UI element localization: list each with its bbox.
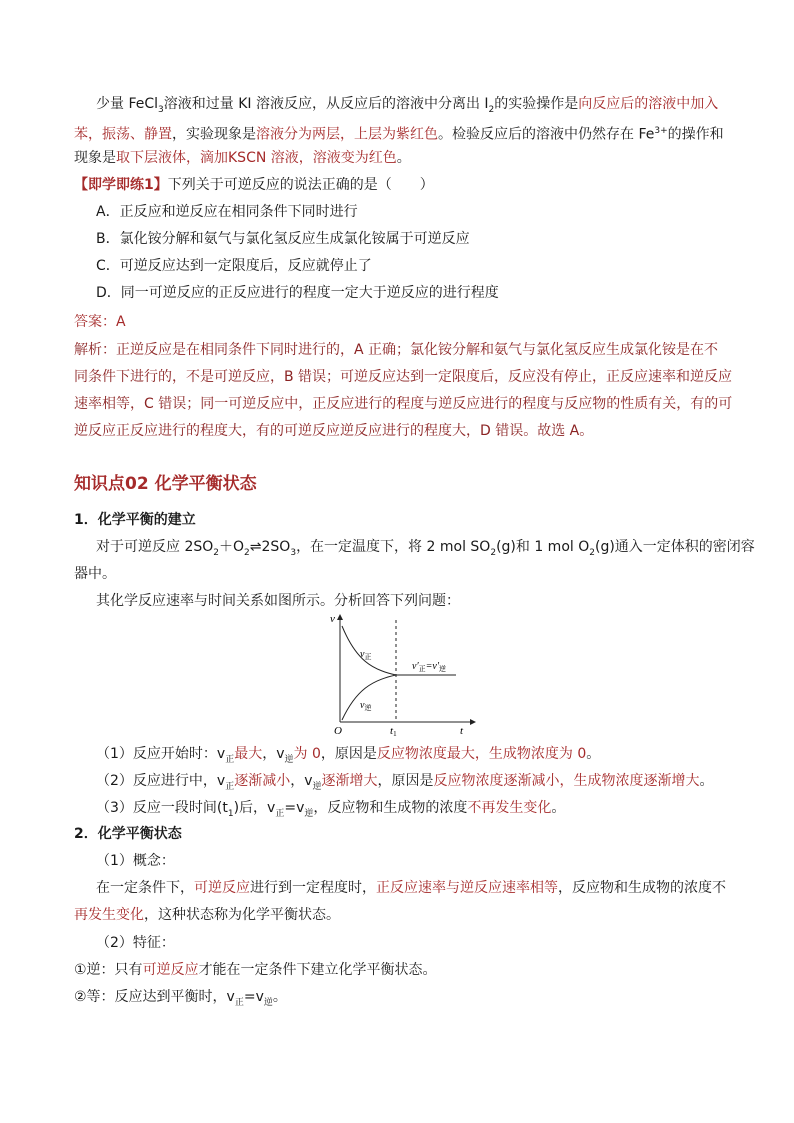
text: ，反应物和生成物的浓度: [313, 800, 468, 816]
para-1-line-1: [96, 537, 756, 563]
subscript: 3: [290, 547, 297, 558]
subscript: 正: [225, 754, 235, 765]
text: ，原因是: [377, 773, 434, 789]
x-axis-label: t: [460, 725, 464, 737]
subscript: 2: [244, 547, 250, 558]
text: 。: [396, 150, 411, 166]
question-3: [96, 798, 756, 824]
text: 。: [272, 989, 287, 1005]
text: （3）反应一段时间(t: [96, 800, 228, 816]
para-2: 其化学反应速率与时间关系如图所示。分析回答下列问题：: [96, 593, 460, 609]
option-c: C．可逆反应达到一定限度后，反应就停止了: [96, 258, 372, 274]
origin-label: O: [334, 725, 342, 737]
concept-line-2: [74, 905, 734, 925]
answer-text: 最大: [234, 746, 263, 762]
subscript: 正: [275, 808, 285, 819]
answer-text: 可逆反应: [142, 962, 199, 978]
answer-text: 反应物浓度逐渐减小，生成物浓度逐渐增大: [433, 773, 700, 789]
question-text: 下列关于可逆反应的说法正确的是（ ）: [167, 177, 434, 193]
answer-text: 反应物浓度最大，生成物浓度为 0: [376, 746, 587, 762]
superscript: 3+: [654, 126, 668, 136]
answer-text: 溶液分为两层，上层为紫红色: [256, 126, 438, 143]
feature-2: [74, 987, 734, 1013]
analysis-line-4: 逆反应正反应进行的程度大，有的可逆反应逆反应进行的程度大，D 错误。故选 A。: [74, 423, 594, 439]
text: 。: [551, 800, 566, 816]
section-title: 知识点02 化学平衡状态: [74, 474, 257, 494]
text: ，在一定温度下，将 2 mol SO: [296, 539, 491, 555]
reverse-rate-curve: [342, 675, 396, 720]
subscript: 正: [234, 997, 244, 1008]
text: 在一定条件下，: [96, 880, 194, 896]
subscript: 2: [589, 547, 595, 558]
subscript: 2: [490, 547, 497, 558]
text: =v: [243, 989, 264, 1005]
practice-tag: 【即学即练1】: [74, 177, 168, 193]
subscript: 1: [227, 808, 234, 819]
subscript: 2: [213, 547, 219, 558]
question-1: [96, 744, 756, 770]
equilibrium-arrow: ⇌: [249, 539, 262, 555]
subscript: 正: [225, 781, 235, 792]
answer-text: 逐渐减小: [234, 773, 291, 789]
y-axis-label: v: [330, 613, 335, 625]
text: 进行到一定程度时，: [250, 880, 376, 896]
t1-label: t1: [390, 725, 397, 738]
answer-text: 不再发生变化: [467, 800, 552, 816]
answer-text: 向反应后的溶液中加入: [578, 96, 719, 112]
intro-line-1: [96, 94, 756, 120]
text: （2）反应进行中，v: [96, 773, 226, 789]
subsection-1-title: 1．化学平衡的建立: [74, 512, 196, 528]
feature-label: （2）特征：: [96, 935, 175, 951]
text: 。: [586, 746, 601, 762]
option-b: B．氯化铵分解和氨气与氯化氢反应生成氯化铵属于可逆反应: [96, 231, 470, 247]
concept-label: （1）概念：: [96, 853, 175, 869]
text: (g)和 1 mol O: [496, 539, 590, 555]
text: 。检验反应后的溶液中仍然存在 Fe: [438, 126, 655, 143]
text: ，原因是: [320, 746, 377, 762]
subscript: 逆: [263, 997, 273, 1008]
answer-text: 可逆反应: [194, 880, 250, 896]
text: 的实验操作是: [494, 96, 579, 112]
answer-text: 苯，振荡、静置: [74, 126, 172, 143]
para-1-line-2: 器中。: [74, 566, 116, 582]
text: （1）反应开始时：v: [96, 746, 226, 762]
subscript: 逆: [312, 781, 322, 792]
text: 对于可逆反应 2SO: [96, 539, 214, 555]
text: ＋O: [219, 539, 245, 555]
v-reverse-label: $v_逆$: [360, 700, 372, 712]
answer-text: 再发生变化: [74, 907, 144, 923]
text: 少量 FeCl: [96, 96, 159, 112]
text: 的操作和: [667, 126, 724, 143]
x-axis-arrow: [470, 719, 476, 725]
answer-text: 正反应速率与逆反应速率相等: [376, 880, 558, 896]
text: (g)通入一定体积的密闭容: [594, 539, 755, 555]
feature-1: [74, 960, 734, 980]
subscript: 3: [158, 104, 164, 115]
answer: 答案：A: [74, 314, 126, 330]
analysis-line-3: 速率相等，C 错误；同一可逆反应中，正反应进行的程度与逆反应进行的程度与反应物的性质有关，有的可: [74, 396, 733, 412]
intro-line-2: [74, 121, 734, 145]
subscript: 逆: [304, 808, 314, 819]
option-d: D．同一可逆反应的正反应进行的程度一定大于逆反应的进行程度: [96, 285, 499, 301]
subscript: 逆: [284, 754, 294, 765]
text: =v: [284, 800, 305, 816]
text: 现象是: [74, 150, 116, 166]
text: ，反应物和生成物的浓度不: [558, 880, 726, 896]
concept-line-1: [96, 878, 756, 898]
text: 才能在一定条件下建立化学平衡状态。: [198, 962, 437, 978]
y-axis-arrow: [337, 614, 343, 620]
text: 2SO: [261, 539, 291, 555]
text: ，这种状态称为化学平衡状态。: [144, 907, 340, 923]
answer-text: 逐渐增大: [321, 773, 378, 789]
answer-text: 为 0: [293, 746, 321, 762]
equal-rate-label: $v'_正=v'_逆$: [412, 661, 447, 673]
text: 。: [699, 773, 714, 789]
text: ②等：反应达到平衡时，v: [74, 989, 235, 1005]
v-forward-label: $v_正$: [360, 649, 372, 661]
rate-time-diagram: [320, 612, 480, 738]
subsection-2-title: 2．化学平衡状态: [74, 826, 182, 842]
text: 溶液和过量 KI 溶液反应，从反应后的溶液中分离出 I: [163, 96, 489, 112]
text: ，实验现象是: [172, 126, 256, 143]
text: ，v: [262, 746, 285, 762]
text: )后，v: [233, 800, 276, 816]
analysis-line-2: 同条件下进行的，不是可逆反应，B 错误；可逆反应达到一定限度后，反应没有停止，正反应速率和逆反应: [74, 369, 733, 385]
question-2: [96, 771, 756, 797]
text: ，v: [290, 773, 313, 789]
intro-line-3: [74, 148, 734, 168]
analysis-line-1: 解析：正逆反应是在相同条件下同时进行的，A 正确；氯化铵分解和氨气与氯化氢反应生成氯化铵是在不: [74, 342, 719, 358]
answer-text: 取下层液体，滴加KSCN 溶液，溶液变为红色: [116, 150, 397, 166]
practice-question: [74, 175, 734, 195]
text: ①逆：只有: [74, 962, 143, 978]
option-a: A．正反应和逆反应在相同条件下同时进行: [96, 204, 358, 220]
subscript: 2: [488, 104, 495, 115]
